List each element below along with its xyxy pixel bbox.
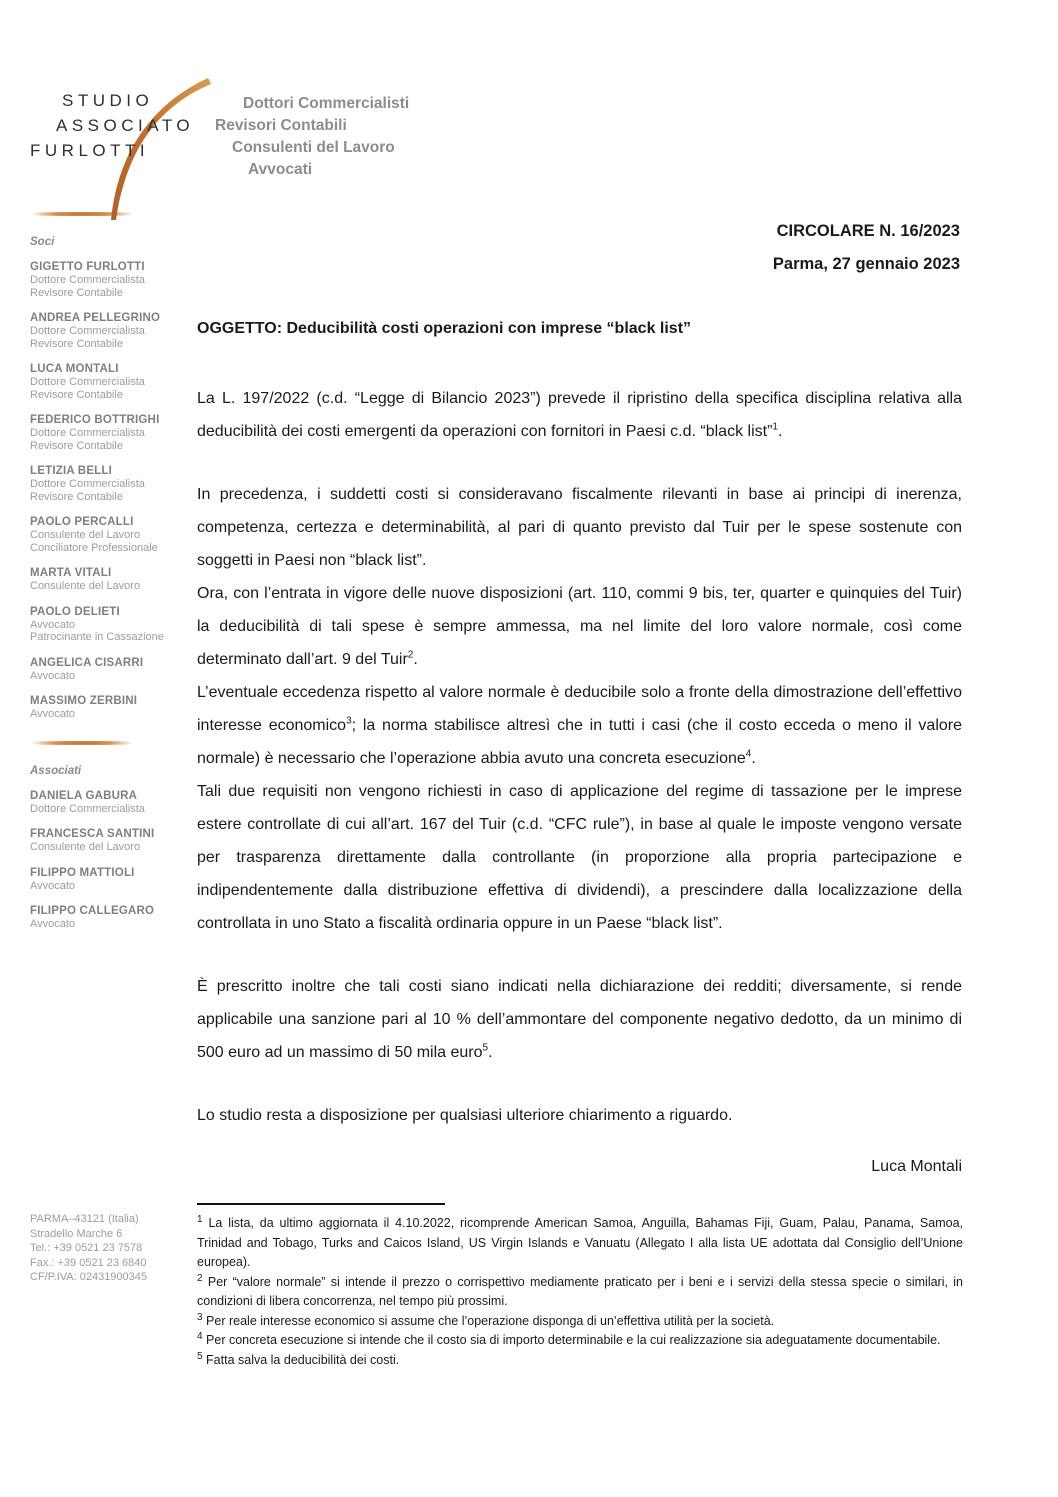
person-role: Revisore Contabile — [30, 388, 123, 401]
body-paragraph — [197, 1099, 962, 1132]
soci-label: Soci — [30, 236, 55, 248]
paragraph-text: Lo studio resta a disposizione per qualsiasi ulteriore chiarimento a riguardo. — [197, 1107, 733, 1124]
body-paragraph — [197, 775, 962, 940]
logo-word-furlotti: FURLOTTI — [30, 141, 150, 160]
person-name: FEDERICO BOTTRIGHI — [30, 414, 160, 426]
footnote-text: Fatta salva la deducibilità dei costi. — [206, 1352, 400, 1367]
footnotes-section — [197, 1203, 963, 1370]
footnote-text: La lista, da ultimo aggiornata il 4.10.2022, ricomprende American Samoa, Anguilla, Bahamas Fiji, Guam, Palau, Panama, Samoa, Trinidad and Tobago, Turks and Caicos Island, US Virgin Islands e Vanuatu (Allegato I alla lista UE adottata dal Consiglio dell’Unione europea). — [197, 1216, 963, 1269]
footnote-separator — [197, 1203, 445, 1205]
person-entry — [30, 606, 190, 644]
person-name: ANDREA PELLEGRINO — [30, 312, 161, 324]
footnote-item — [197, 1214, 963, 1273]
footnote-item — [197, 1312, 963, 1332]
body-paragraph — [197, 478, 962, 577]
person-entry — [30, 790, 190, 816]
service-line: Avvocati — [248, 161, 313, 178]
body-paragraph — [197, 382, 962, 448]
person-name: GIGETTO FURLOTTI — [30, 261, 145, 273]
person-role: Avvocato — [30, 879, 76, 892]
footnote-text: Per “valore normale” si intende il prezzo o corrispettivo mediamente praticato per i beni e i servizi della stessa specie o similari, in condizioni di libera concorrenza, nel tempo più prossimi. — [197, 1274, 963, 1308]
person-entry — [30, 261, 190, 299]
person-role: Revisore Contabile — [30, 337, 123, 350]
person-role: Avvocato — [30, 708, 76, 720]
address-line: PARMA–43121 (Italia) — [30, 1213, 139, 1225]
paragraph-text: L’eventuale eccedenza rispetto al valore normale è deducibile solo a fronte della dimostrazione dell’effettivo interesse economico — [197, 684, 962, 734]
body-paragraphs — [197, 382, 962, 1132]
paragraph-text: In precedenza, i suddetti costi si consideravano fiscalmente rilevanti in base ai principi di inerenza, competenza, certezza e determinabilità, al pari di quanto previsto dal Tuir per le spese sostenute con soggetti in Paesi non “black list”. — [197, 486, 962, 569]
soci-list — [30, 261, 190, 721]
orange-divider — [30, 741, 134, 745]
person-name: LUCA MONTALI — [30, 363, 119, 375]
logo-word-studio: STUDIO — [62, 91, 154, 110]
person-entry — [30, 828, 190, 854]
body-paragraph — [197, 676, 962, 775]
footnote-item — [197, 1331, 963, 1351]
footnote-ref: 3 — [346, 715, 352, 727]
person-role: Revisore Contabile — [30, 439, 123, 452]
person-role: Revisore Contabile — [30, 286, 123, 299]
associati-label: Associati — [30, 764, 82, 777]
paragraph-text: ; la norma stabilisce altresì che in tutti i casi (che il costo ecceda o meno il valore normale) è necessario che l’operazione abbia avuto una concreta esecuzione — [197, 717, 962, 767]
firm-address-block — [30, 1212, 147, 1285]
person-name: FILIPPO MATTIOLI — [30, 866, 135, 879]
paragraph-text: . — [777, 423, 783, 440]
partners-sidebar — [30, 212, 190, 944]
footnote-text: Per reale interesse economico si assume che l’operazione disponga di un’effettiva utilità per la società. — [206, 1313, 775, 1328]
person-entry — [30, 363, 190, 401]
person-entry — [30, 657, 190, 683]
person-role: Dottore Commercialista — [30, 325, 145, 337]
person-name: PAOLO DELIETI — [30, 605, 120, 618]
person-name: LETIZIA BELLI — [30, 465, 113, 477]
person-role: Avvocato — [30, 669, 76, 682]
paragraph-text: La L. 197/2022 (c.d. “Legge di Bilancio 2023”) prevede il ripristino della specifica disciplina relativa alla deducibilità dei costi emergenti da operazioni con fornitori in Paesi c.d. “black list” — [197, 390, 962, 440]
footnote-number: 5 — [197, 1350, 203, 1362]
footnote-ref: 2 — [407, 649, 414, 661]
body-paragraph — [197, 577, 962, 676]
person-name: ANGELICA CISARRI — [30, 656, 144, 669]
footnote-ref: 4 — [745, 748, 752, 760]
footnote-item — [197, 1273, 963, 1312]
person-name: FRANCESCA SANTINI — [30, 828, 155, 840]
person-role: Patrocinante in Cassazione — [30, 631, 164, 643]
footnote-number: 2 — [197, 1272, 203, 1284]
footnote-ref: 5 — [482, 1042, 489, 1054]
footnote-text: Per concreta esecuzione si intende che il costo sia di importo determinabile e la cui realizzazione sia adeguatamente documentabile. — [206, 1333, 941, 1347]
address-line: Stradello Marche 6 — [30, 1227, 123, 1240]
associati-list — [30, 790, 190, 931]
paragraph-text: Tali due requisiti non vengono richiesti in caso di applicazione del regime di tassazione per le imprese estere controllate di cui all’art. 167 del Tuir (c.d. “CFC rule”), in base al quale le imposte vengono versate per trasparenza direttamente dalla controllante (in proporzione alla propria partecipazione e indipendentemente dalla distribuzione effettiva di dividendi), a prescindere dalla localizzazione della controllata in uno Stato a fiscalità ordinaria oppure in un Paese “black list”. — [197, 783, 962, 932]
service-line: Revisori Contabili — [215, 117, 347, 134]
paragraph-text: È prescritto inoltre che tali costi siano indicati nella dichiarazione dei redditi; diversamente, si rende applicabile una sanzione pari al 10 % dell’ammontare del componente negativo dedotto, da un minimo di 500 euro ad un massimo di 50 mila euro — [197, 978, 962, 1061]
circolare-number: CIRCOLARE N. 16/2023 — [776, 222, 960, 240]
footnote-number: 3 — [197, 1311, 203, 1323]
person-role: Conciliatore Professionale — [30, 541, 158, 554]
subject-line: OGGETTO: Deducibilità costi operazioni con imprese “black list” — [197, 320, 692, 337]
person-role: Consulente del Lavoro — [30, 580, 141, 592]
person-role: Consulente del Lavoro — [30, 529, 141, 541]
address-line: Tel.: +39 0521 23 7578 — [30, 1242, 143, 1254]
service-line: Consulenti del Lavoro — [232, 139, 395, 156]
person-role: Dottore Commercialista — [30, 376, 145, 388]
person-role: Dottore Commercialista — [30, 478, 145, 490]
person-role: Avvocato — [30, 618, 76, 631]
paragraph-text: Ora, con l’entrata in vigore delle nuove disposizioni (art. 110, commi 9 bis, ter, quarter e quinquies del Tuir) la deducibilità di tali spese è sempre ammessa, ma nel limite del loro valore normale, così come determinato dall’art. 9 del Tuir — [197, 585, 962, 668]
person-entry — [30, 414, 190, 452]
person-entry — [30, 695, 190, 721]
letter-body — [197, 320, 962, 1176]
footnote-number: 4 — [197, 1330, 203, 1342]
footnotes-list — [197, 1214, 963, 1370]
person-entry — [30, 867, 190, 893]
logo-word-associato: ASSOCIATO — [56, 116, 195, 135]
footnote-ref: 1 — [772, 421, 778, 433]
person-entry — [30, 567, 190, 593]
person-role: Dottore Commercialista — [30, 274, 145, 286]
person-name: MARTA VITALI — [30, 567, 112, 579]
person-name: FILIPPO CALLEGARO — [30, 905, 155, 917]
person-role: Dottore Commercialista — [30, 427, 145, 439]
person-role: Avvocato — [30, 918, 76, 930]
person-entry — [30, 465, 190, 503]
body-paragraph — [197, 970, 962, 1069]
person-role: Consulente del Lavoro — [30, 841, 141, 853]
person-entry — [30, 312, 190, 350]
person-role: Dottore Commercialista — [30, 802, 145, 815]
person-entry — [30, 905, 190, 931]
footnote-item — [197, 1351, 963, 1371]
person-name: MASSIMO ZERBINI — [30, 695, 138, 707]
studio-logo — [30, 88, 205, 223]
paragraph-text: . — [413, 651, 418, 668]
signature: Luca Montali — [871, 1158, 962, 1175]
person-name: DANIELA GABURA — [30, 789, 138, 802]
footnote-number: 1 — [197, 1213, 203, 1225]
firm-services — [215, 93, 409, 181]
service-line: Dottori Commercialisti — [243, 95, 410, 112]
address-line: CF/P.IVA: 02431900345 — [30, 1271, 148, 1283]
circolare-header — [773, 222, 960, 274]
paragraph-text: . — [488, 1044, 493, 1061]
person-name: PAOLO PERCALLI — [30, 516, 134, 528]
person-entry — [30, 516, 190, 554]
place-date: Parma, 27 gennaio 2023 — [772, 255, 960, 273]
person-role: Revisore Contabile — [30, 490, 123, 503]
address-line: Fax.: +39 0521 23 6840 — [30, 1256, 147, 1269]
paragraph-text: . — [751, 750, 756, 767]
